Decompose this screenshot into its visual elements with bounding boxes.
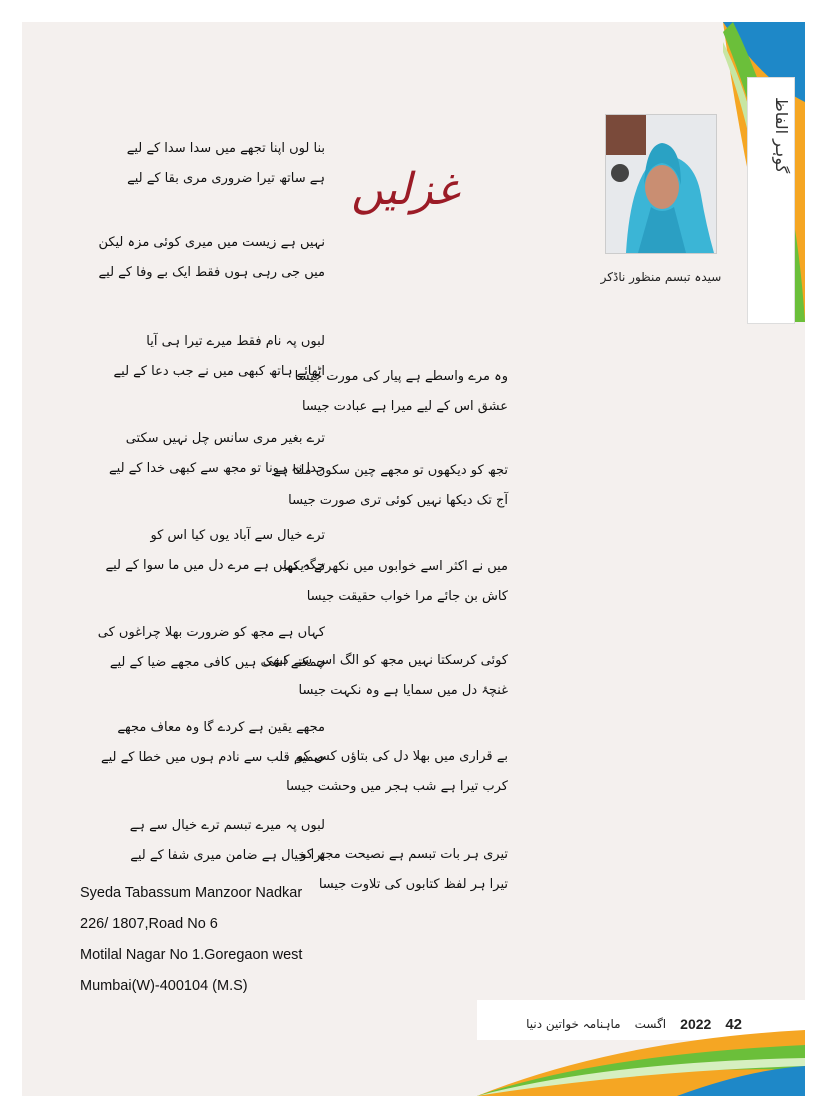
page-heading: غزلیں: [351, 164, 459, 215]
verse-line: کوئی کرسکتا نہیں مجھ کو الگ اس سے کبھی: [262, 653, 508, 668]
verse-line: صمیم قلب سے نادم ہوں میں خطا کے لیے: [100, 750, 325, 765]
verse-line: جگہ نہیں ہے مرے دل میں ما سوا کے لیے: [105, 558, 325, 573]
issue-year: 2022: [680, 1016, 712, 1032]
section-label: گوہر الفاظ: [772, 97, 791, 174]
verse-line: ہے ساتھ تیرا ضروری مری بقا کے لیے: [127, 171, 325, 186]
verse-line: تیری ہر بات تبسم ہے نصیحت مجھ کو: [300, 847, 508, 862]
author-photo: [605, 114, 717, 254]
verse-line: کرب تیرا ہے شب ہجر میں وحشت جیسا: [286, 779, 508, 794]
verse-line: ترا خیال ہے ضامن میری شفا کے لیے: [130, 848, 325, 863]
author-address: [80, 878, 380, 1002]
verse-line: نہیں ہے زیست میں میری کوئی مزہ لیکن: [98, 235, 325, 250]
verse-line: غنچۂ دل میں سمایا ہے وہ نکہت جیسا: [298, 683, 508, 698]
verse-line: ترے بغیر مری سانس چل نہیں سکتی: [125, 431, 325, 446]
author-name-caption: سیدہ تبسم منظور ناڈکر: [600, 270, 722, 284]
verse-line: اٹھائے ہاتھ کبھی میں نے جب دعا کے لیے: [113, 364, 325, 379]
address-line: 226/ 1807,Road No 6: [80, 916, 218, 932]
address-line: Mumbai(W)-400104 (M.S): [80, 978, 248, 994]
verse-line: چمکتے اشک ہیں کافی مجھے ضیا کے لیے: [109, 655, 325, 670]
verse-line: لبوں پہ نام فقط میرے تیرا ہی آیا: [146, 334, 325, 349]
verse-line: آج تک دیکھا نہیں کوئی تری صورت جیسا: [288, 493, 508, 508]
verse-line: تیرا ہر لفظ کتابوں کی تلاوت جیسا: [318, 877, 508, 892]
address-line: Syeda Tabassum Manzoor Nadkar: [80, 885, 303, 901]
verse-line: لبوں پہ میرے تبسم ترے خیال سے ہے: [129, 818, 325, 833]
magazine-page: [22, 22, 805, 1096]
page-number: 42: [725, 1015, 742, 1033]
verse-line: تجھ کو دیکھوں تو مجھے چین سکوں ملتا ہے: [273, 463, 508, 478]
address-line: Motilal Nagar No 1.Goregaon west: [80, 947, 303, 963]
verse-line: جدا نہ ہونا تو مجھ سے کبھی خدا کے لیے: [109, 461, 325, 476]
verse-line: عشق اس کے لیے میرا ہے عبادت جیسا: [301, 399, 508, 414]
verse-line: ترے خیال سے آباد یوں کیا اس کو: [150, 528, 325, 543]
verse-line: بنا لوں اپنا تجھے میں سدا سدا کے لیے: [126, 141, 325, 156]
verse-line: میں جی رہی ہوں فقط ایک بے وفا کے لیے: [98, 265, 325, 280]
verse-line: کاش بن جائے مرا خواب حقیقت جیسا: [306, 589, 508, 604]
verse-line: مجھے یقین ہے کردے گا وہ معاف مجھے: [117, 720, 325, 735]
verse-line: وہ مرے واسطے ہے پیار کی مورت جیسا: [294, 369, 508, 384]
verse-line: کہاں ہے مجھ کو ضرورت بھلا چراغوں کی: [97, 625, 325, 640]
verse-line: بے قراری میں بھلا دل کی بتاؤں کس کو: [296, 749, 508, 764]
magazine-name: ماہنامہ خواتین دنیا: [526, 1017, 621, 1031]
issue-month: اگست: [634, 1017, 667, 1031]
verse-line: میں نے اکثر اسے خوابوں میں نکھرتے دیکھا: [283, 559, 508, 574]
page-footer: [487, 1012, 742, 1036]
